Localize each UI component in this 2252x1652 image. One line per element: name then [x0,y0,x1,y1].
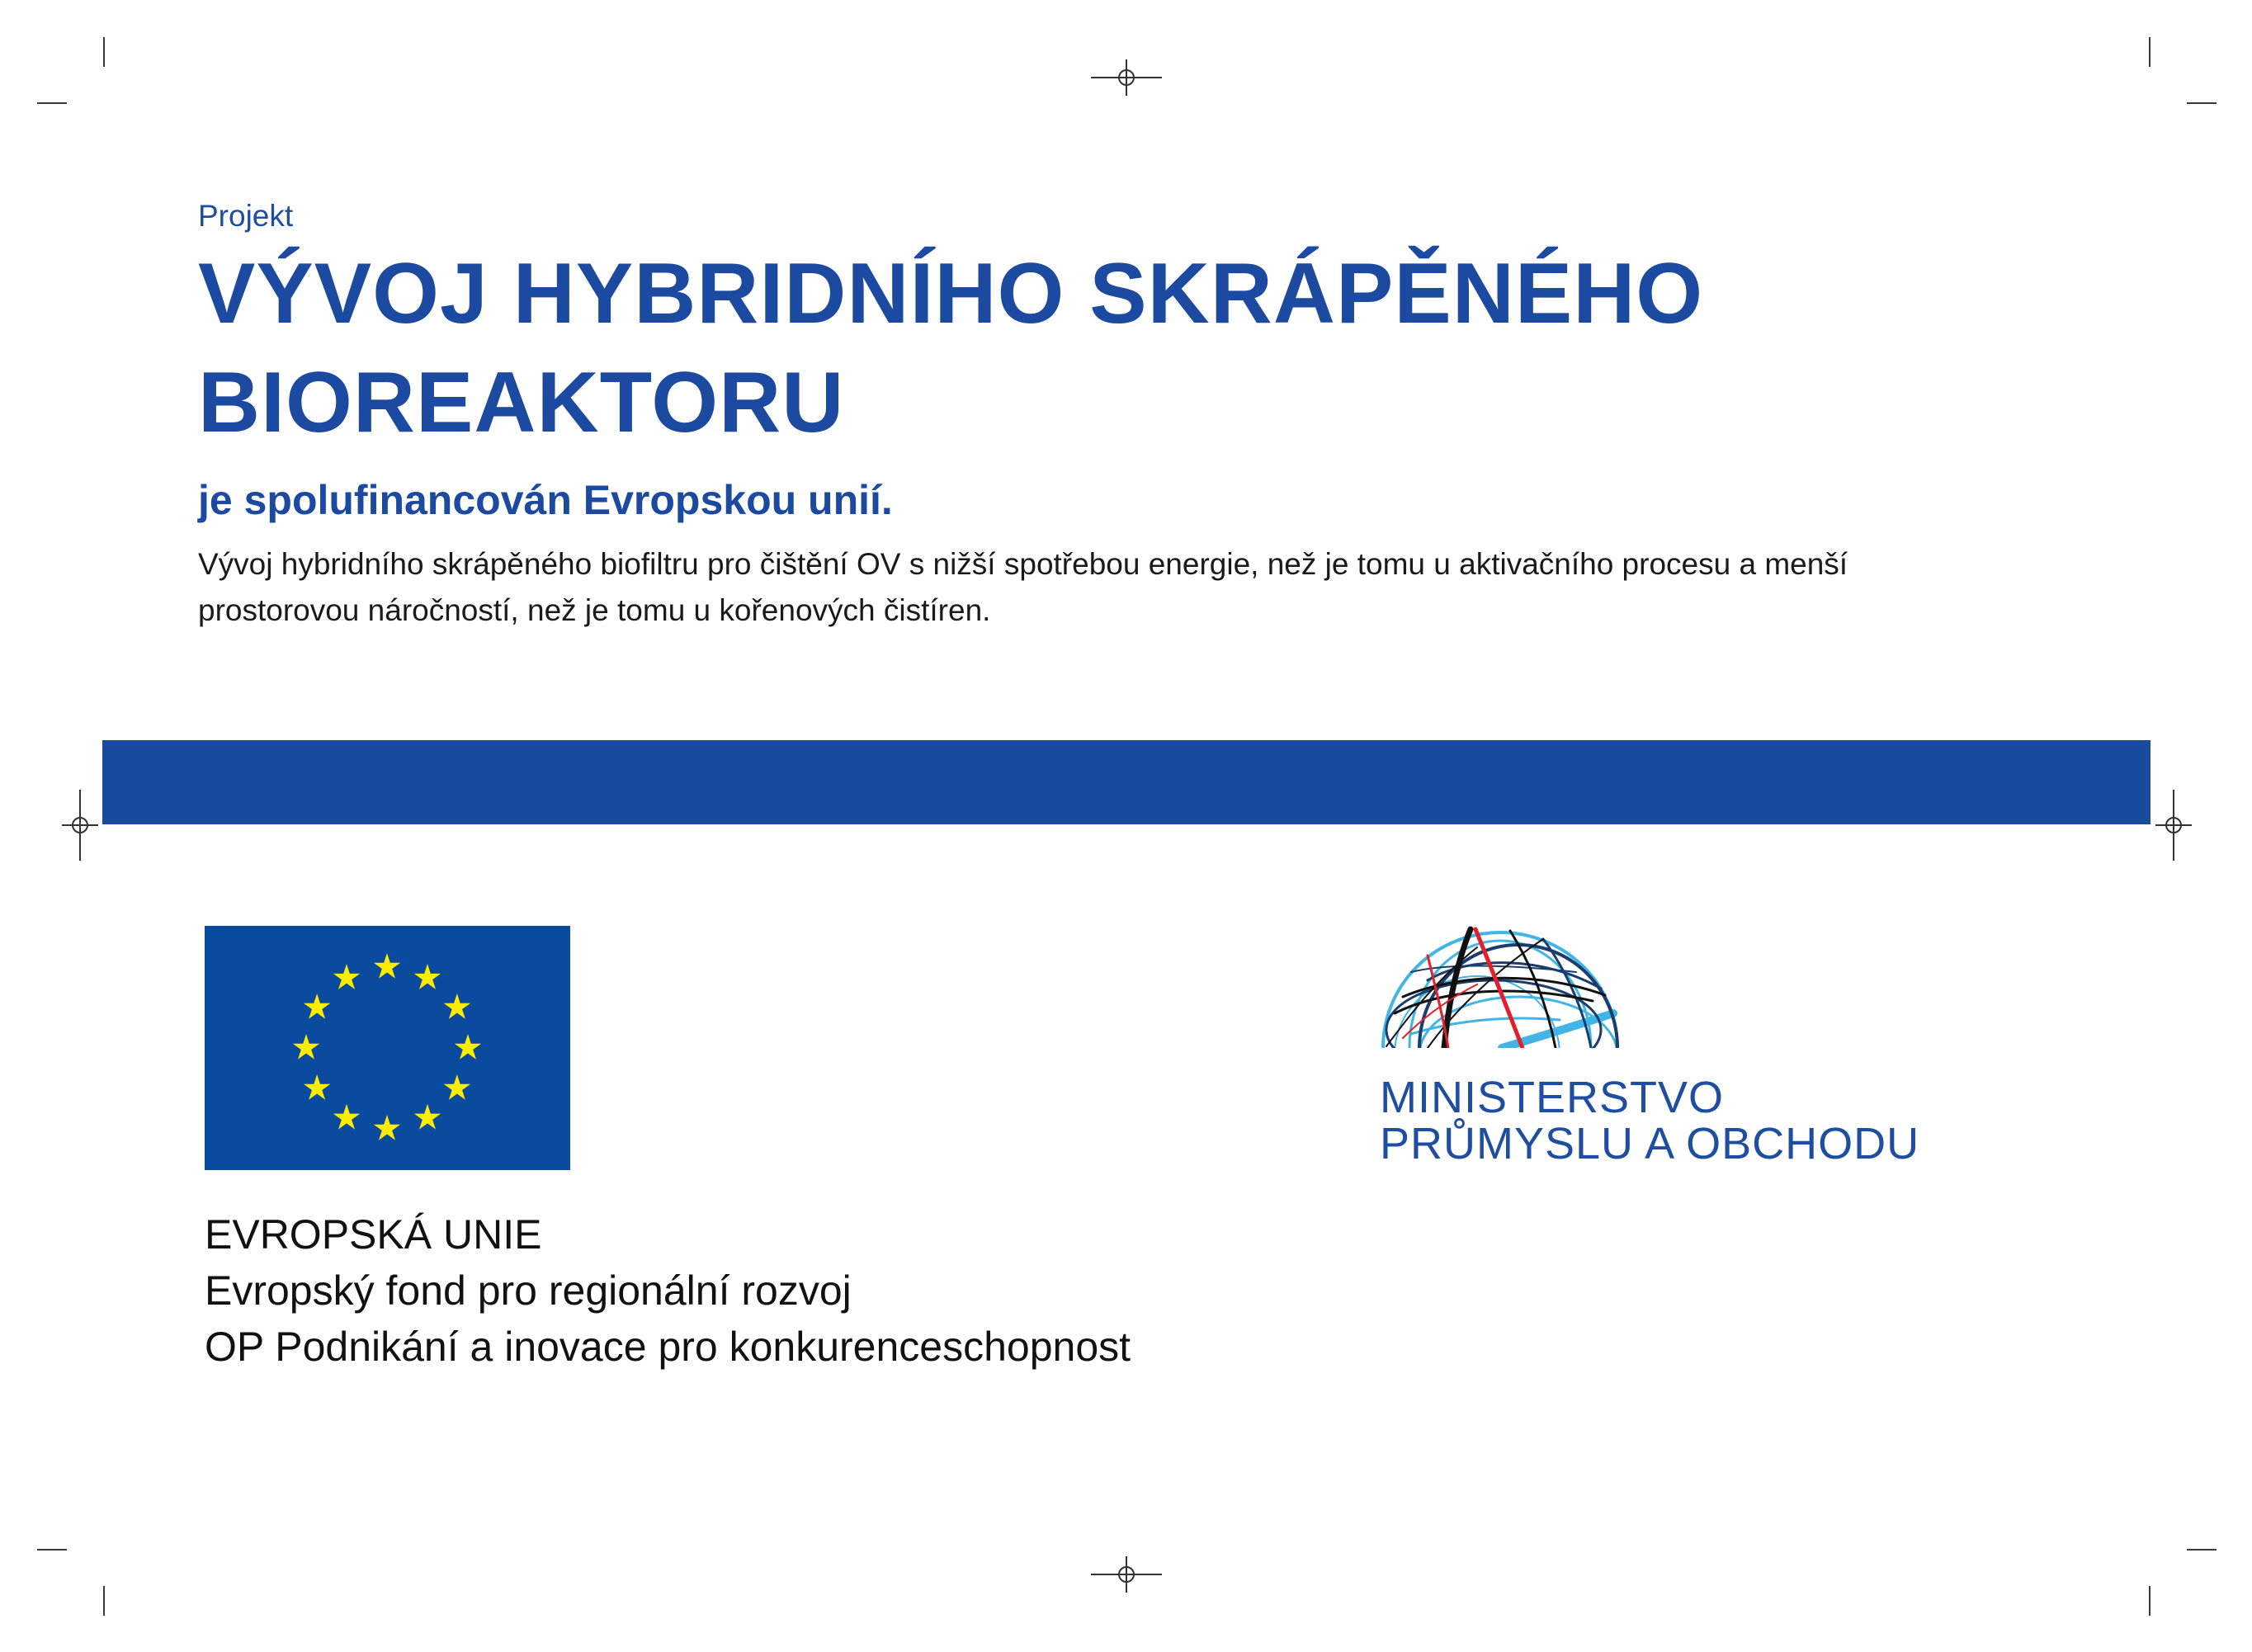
blue-divider-band [102,740,2150,824]
crop-mark-bottom-left-v [103,1586,105,1616]
project-description-line-2: prostorovou náročností, než je tomu u kořenových čistíren. [198,593,991,627]
project-title-line-2: BIOREAKTORU [198,355,845,451]
ministry-name-line-1: MINISTERSTVO [1380,1073,1725,1122]
crop-mark-top-left-v [103,37,105,67]
project-description [198,541,2162,634]
project-description-line-1: Vývoj hybridního skrápěného biofiltru pro čištění OV s nižší spotřebou energie, než je tomu u aktivačního procesu a menší [198,547,1848,581]
project-title [198,239,2179,457]
ministry-globe-emblem [1378,923,1626,1055]
crop-mark-top-right-v [2149,37,2150,67]
eu-funding-text [205,1206,1131,1375]
cofinancing-statement: je spolufinancován Evropskou unií. [198,477,893,523]
eu-union-label: EVROPSKÁ UNIE [205,1211,542,1258]
registration-mark-top [1091,59,1162,96]
registration-mark-left [62,790,98,861]
project-label: Projekt [198,199,294,233]
eu-flag-logo [205,926,570,1170]
registration-mark-bottom [1091,1556,1162,1593]
crop-mark-bottom-left-h [37,1549,67,1551]
ministry-name [1380,1074,1919,1167]
crop-mark-bottom-right-v [2149,1586,2150,1616]
project-header [198,195,2179,634]
eu-fund-label: Evropský fond pro regionální rozvoj [205,1267,852,1314]
crop-mark-top-right-h [2187,102,2217,104]
eu-programme-label: OP Podnikání a inovace pro konkurenceschopnost [205,1324,1131,1370]
project-title-line-1: VÝVOJ HYBRIDNÍHO SKRÁPĚNÉHO [198,246,1704,342]
crop-mark-bottom-right-h [2187,1549,2217,1551]
crop-mark-top-left-h [37,102,67,104]
ministry-name-line-2: PRŮMYSLU A OBCHODU [1380,1119,1920,1168]
registration-mark-right [2155,790,2192,861]
